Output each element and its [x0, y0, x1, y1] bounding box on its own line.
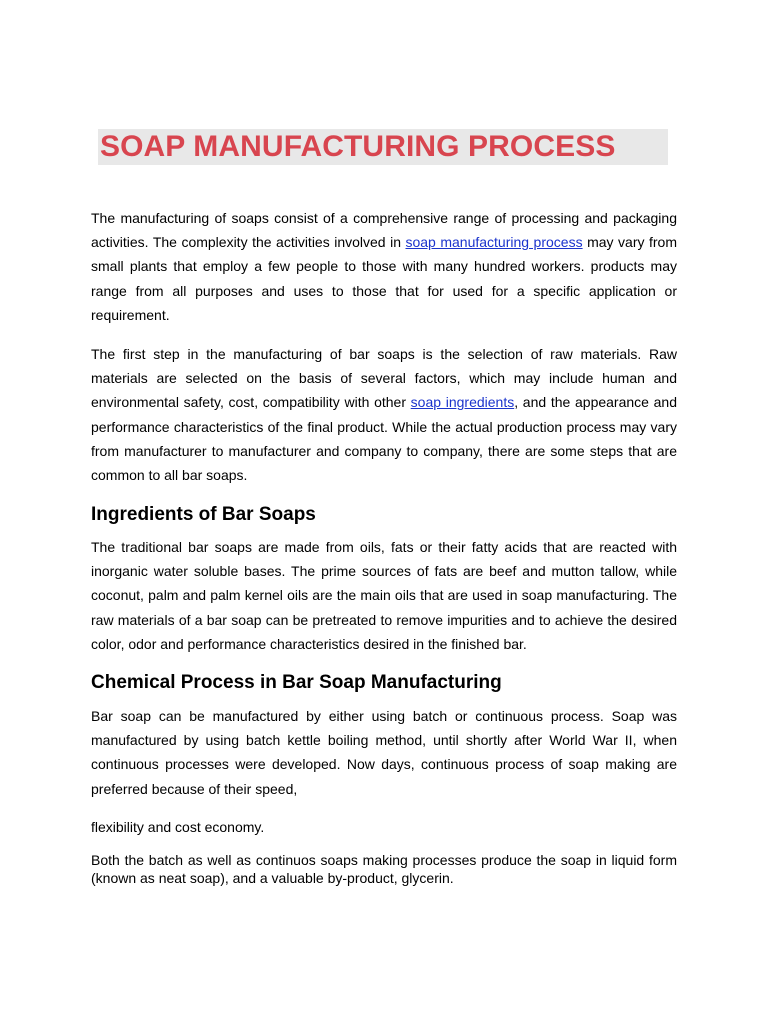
raw-materials-paragraph [91, 342, 677, 487]
chemical-process-heading: Chemical Process in Bar Soap Manufacturing [91, 672, 502, 693]
intro-text-end: may vary from small plants that employ a few people to those with many hundred workers. products may range from all purposes and uses to those that for used for a specific application or requirement. [91, 234, 677, 323]
ingredients-heading: Ingredients of Bar Soaps [91, 504, 316, 525]
ingredients-paragraph: The traditional bar soaps are made from oils, fats or their fatty acids that are reacted with inorganic water soluble bases. The prime sources of fats are beef and mutton tallow, while coconut, palm and palm kernel oils are the main oils that are used in soap manufacturing. The raw materials of a bar soap can be pretreated to remove impurities and to achieve the desired color, odor and performance characteristics desired in the finished bar. [91, 539, 677, 652]
raw-materials-text-end: , and the appearance and performance characteristics of the final product. While the actual production process may vary from manufacturer to manufacturer and company to company, there are some steps that are common to all bar soaps. [91, 394, 677, 484]
flexibility-line: flexibility and cost economy. [91, 819, 265, 835]
chemical-process-paragraph: Bar soap can be manufactured by either using batch or continuous process. Soap was manufactured by using batch kettle boiling method, until shortly after World War II, when continuous processes were developed. Now days, continuous process of soap making are preferred because of their speed, [91, 708, 677, 797]
soap-manufacturing-process-link[interactable]: soap manufacturing process [405, 234, 583, 251]
intro-text-start: The manufacturing of soaps consist of a comprehensive range of processing and packaging activities. The complexity the activities involved in [91, 210, 677, 251]
batch-continuous-paragraph: Both the batch as well as continuos soaps making processes produce the soap in liquid form (known as neat soap), and a valuable by-product, glycerin. [91, 852, 677, 886]
raw-materials-text-start: The first step in the manufacturing of bar soaps is the selection of raw materials. Raw materials are selected on the basis of several factors, which may include human and environmental safety, cost, compatibility with other [91, 346, 677, 411]
intro-paragraph [91, 206, 677, 327]
page-title: SOAP MANUFACTURING PROCESS [100, 130, 616, 163]
soap-ingredients-link[interactable]: soap ingredients [410, 394, 515, 411]
